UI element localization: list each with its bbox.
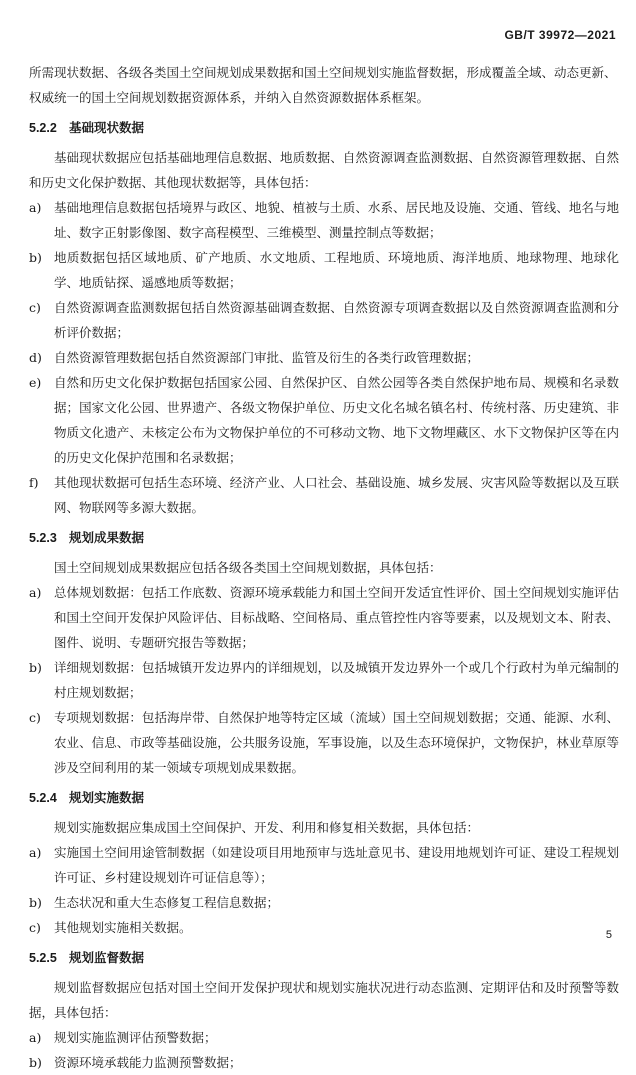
list-item-label: c) (29, 710, 41, 725)
list-item-text: 详细规划数据：包括城镇开发边界内的详细规划，以及城镇开发边界外一个或几个行政村为单元编制的村庄规划数据； (54, 660, 619, 700)
list-item-text: 总体规划数据：包括工作底数、资源环境承载能力和国土空间开发适宜性评价、国土空间规划实施评估和国土空间开发保护风险评估、目标战略、空间格局、重点管控性内容等要素，以及规划文本、附表、图件、说明、专题研究报告等数据； (54, 585, 619, 650)
section-title: 基础现状数据 (69, 121, 145, 135)
list-item-label: e) (29, 375, 42, 390)
section-number: 5.2.2 (29, 121, 57, 135)
list-item-text: 专项规划数据：包括海岸带、自然保护地等特定区域（流域）国土空间规划数据；交通、能源、水利、农业、信息、市政等基础设施，公共服务设施，军事设施，以及生态环境保护，文物保护，林业草原等涉及空间利用的某一领域专项规划成果数据。 (54, 710, 619, 775)
list-item (29, 345, 619, 370)
document-body (29, 60, 619, 1075)
section-title: 规划实施数据 (69, 791, 145, 805)
section-heading (29, 948, 619, 968)
section-number: 5.2.5 (29, 951, 57, 965)
list-item-text: 地质数据包括区域地质、矿产地质、水文地质、工程地质、环境地质、海洋地质、地球物理、地球化学、地质钻探、遥感地质等数据； (54, 250, 619, 290)
list-item-label: a) (29, 1030, 42, 1045)
section-title: 规划成果数据 (69, 531, 145, 545)
list-item-label: c) (29, 300, 41, 315)
list-item (29, 1025, 619, 1050)
list-item-label: a) (29, 585, 42, 600)
list-item-text: 自然资源管理数据包括自然资源部门审批、监管及衍生的各类行政管理数据； (54, 350, 480, 365)
section-heading (29, 118, 619, 138)
list-item-label: b) (29, 1055, 42, 1070)
list-item-text: 实施国土空间用途管制数据（如建设项目用地预审与选址意见书、建设用地规划许可证、建设工程规划许可证、乡村建设规划许可证信息等）； (54, 845, 619, 885)
list-item-text: 其他规划实施相关数据。 (54, 920, 192, 935)
section-number: 5.2.4 (29, 791, 57, 805)
section-heading (29, 528, 619, 548)
list-item (29, 655, 619, 705)
list-item-label: b) (29, 250, 42, 265)
list-item-text: 规划实施监测评估预警数据； (54, 1030, 217, 1045)
section-lead-paragraph: 规划监督数据应包括对国土空间开发保护现状和规划实施状况进行动态监测、定期评估和及时预警等数据，具体包括： (29, 980, 619, 1020)
list-item (29, 890, 619, 915)
list-item-text: 自然资源调查监测数据包括自然资源基础调查数据、自然资源专项调查数据以及自然资源调查监测和分析评价数据； (54, 300, 619, 340)
intro-paragraph: 所需现状数据、各级各类国土空间规划成果数据和国土空间规划实施监督数据，形成覆盖全域、动态更新、权威统一的国土空间规划数据资源体系，并纳入自然资源数据体系框架。 (29, 65, 617, 105)
list-item-label: f) (29, 475, 39, 490)
list-item-text: 其他现状数据可包括生态环境、经济产业、人口社会、基础设施、城乡发展、灾害风险等数据以及互联网、物联网等多源大数据。 (54, 475, 619, 515)
section-lead-paragraph: 国土空间规划成果数据应包括各级各类国土空间规划数据，具体包括： (54, 560, 442, 575)
list-item (29, 470, 619, 520)
list-item (29, 580, 619, 655)
list-item (29, 915, 619, 940)
section-heading (29, 788, 619, 808)
list-item (29, 840, 619, 890)
list-item (29, 295, 619, 345)
section-number: 5.2.3 (29, 531, 57, 545)
standard-code: GB/T 39972—2021 (504, 28, 616, 42)
list-item (29, 245, 619, 295)
list-item-label: c) (29, 920, 41, 935)
list-item-text: 生态状况和重大生态修复工程信息数据； (54, 895, 280, 910)
page-number: 5 (605, 929, 612, 941)
list-item-label: d) (29, 350, 42, 365)
list-item (29, 195, 619, 245)
list-item-label: a) (29, 845, 42, 860)
section-title: 规划监督数据 (69, 951, 145, 965)
list-item-label: b) (29, 660, 42, 675)
list-item-text: 资源环境承载能力监测预警数据； (54, 1055, 242, 1070)
list-item-text: 基础地理信息数据包括境界与政区、地貌、植被与土质、水系、居民地及设施、交通、管线、地名与地址、数字正射影像图、数字高程模型、三维模型、测量控制点等数据； (54, 200, 619, 240)
list-item (29, 705, 619, 780)
section-lead-paragraph: 基础现状数据应包括基础地理信息数据、地质数据、自然资源调查监测数据、自然资源管理数据、自然和历史文化保护数据、其他现状数据等，具体包括： (29, 150, 619, 190)
list-item-text: 自然和历史文化保护数据包括国家公园、自然保护区、自然公园等各类自然保护地布局、规模和名录数据；国家文化公园、世界遗产、各级文物保护单位、历史文化名城名镇名村、传统村落、历史建筑、非物质文化遗产、未核定公布为文物保护单位的不可移动文物、地下文物埋藏区、水下文物保护区等在内的历史文化保护范围和名录数据； (54, 375, 619, 465)
list-item-label: b) (29, 895, 42, 910)
list-item (29, 370, 619, 470)
section-lead-paragraph: 规划实施数据应集成国土空间保护、开发、利用和修复相关数据，具体包括： (54, 820, 480, 835)
list-item-label: a) (29, 200, 42, 215)
list-item (29, 1050, 619, 1075)
